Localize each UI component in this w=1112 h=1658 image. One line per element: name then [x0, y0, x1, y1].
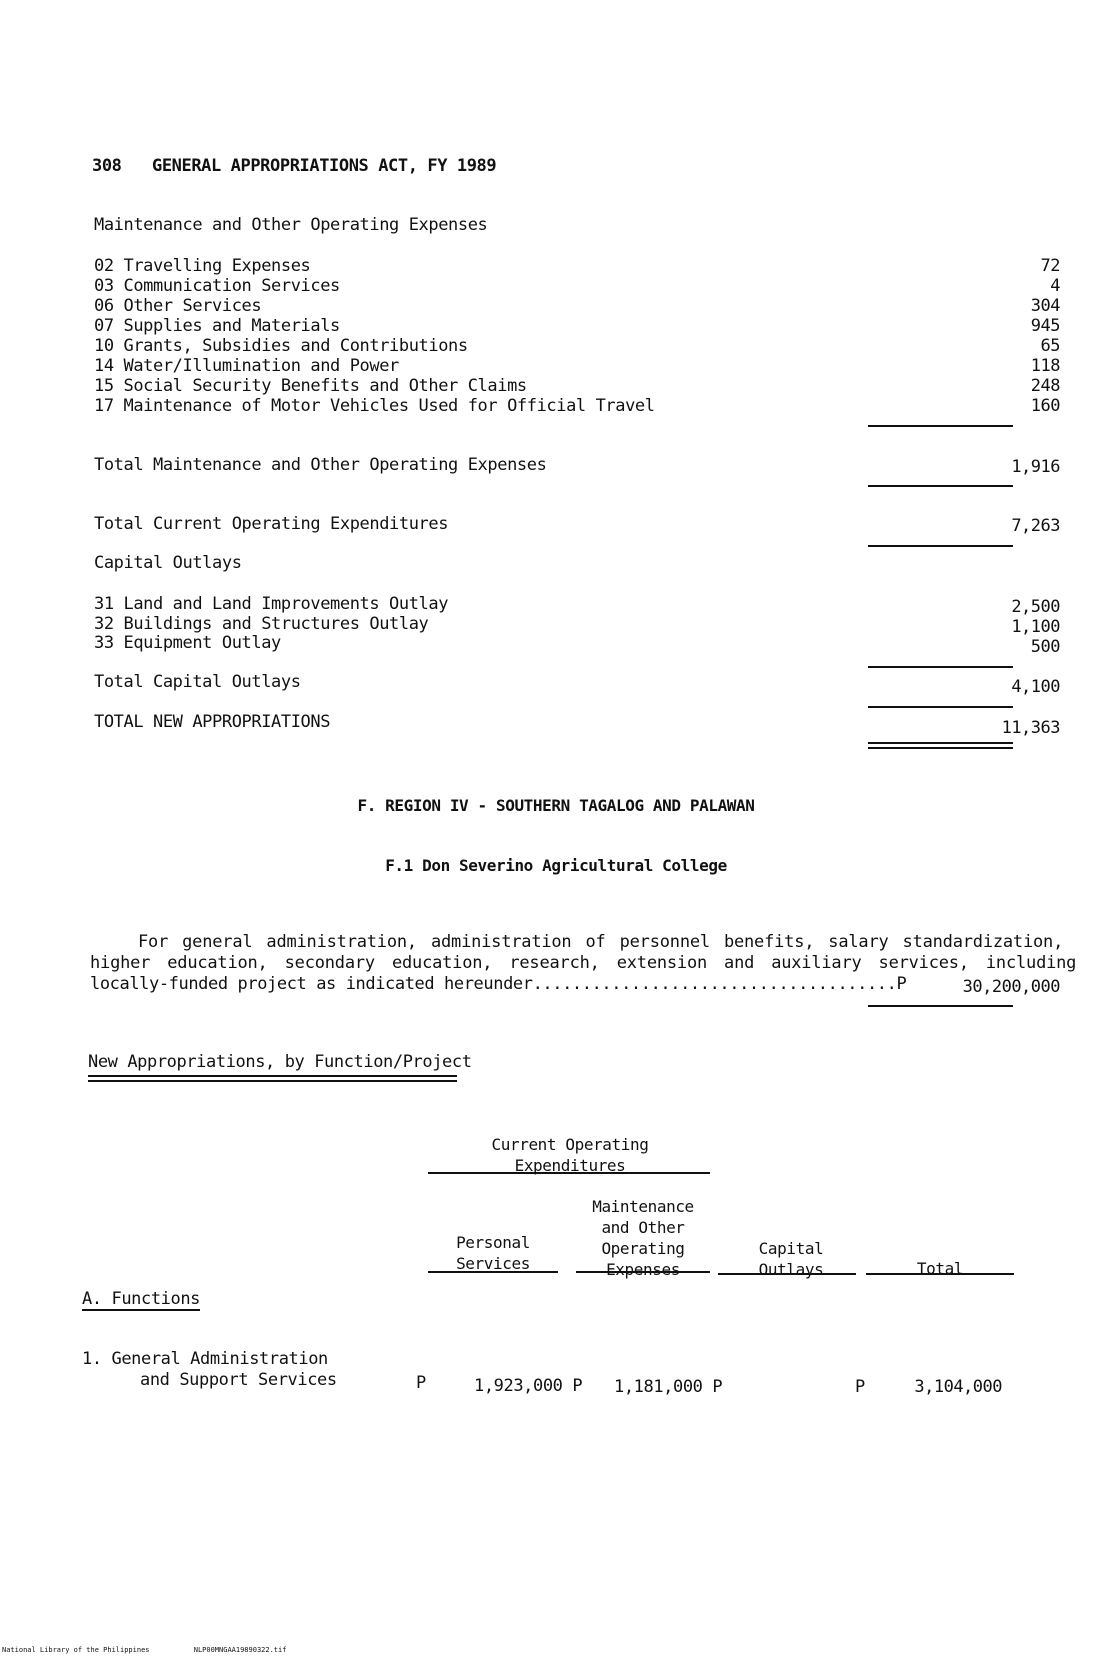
- list-item-value: 65: [1040, 336, 1060, 356]
- col-rule: [428, 1271, 558, 1273]
- list-item: 10 Grants, Subsidies and Contributions: [94, 336, 468, 356]
- col-header-line: Outlays: [758, 1260, 824, 1279]
- subtotal-rule: [868, 706, 1013, 708]
- col-header-line: Operating: [601, 1239, 685, 1258]
- list-item-value: 72: [1040, 256, 1060, 276]
- function-table-heading: New Appropriations, by Function/Project: [88, 1052, 472, 1072]
- current-total-label: Total Current Operating Expenditures: [94, 514, 449, 534]
- list-item-value: 4: [1050, 276, 1060, 296]
- grand-total-value: 11,363: [1001, 718, 1060, 738]
- heading-double-rule: [88, 1075, 457, 1082]
- row-currency: P: [416, 1373, 426, 1393]
- group-header: [430, 1134, 710, 1176]
- list-item-value: 945: [1030, 316, 1060, 336]
- col-total: [866, 1258, 1014, 1279]
- row-label-line2: and Support Services: [140, 1370, 337, 1390]
- list-item: 03 Communication Services: [94, 276, 340, 296]
- list-item-value: 2,500: [1011, 597, 1060, 617]
- list-item: 14 Water/Illumination and Power: [94, 356, 399, 376]
- list-item-value: 118: [1030, 356, 1060, 376]
- col-header-line: Expenses: [606, 1260, 680, 1279]
- capital-heading: Capital Outlays: [94, 553, 242, 573]
- col-header-line: Total: [916, 1259, 964, 1278]
- group-header-line: Current Operating: [491, 1135, 649, 1154]
- list-item-value: 500: [1030, 637, 1060, 657]
- subtotal-rule: [868, 545, 1013, 547]
- grand-total-label: TOTAL NEW APPROPRIATIONS: [94, 712, 331, 732]
- page-title: GENERAL APPROPRIATIONS ACT, FY 1989: [152, 156, 497, 176]
- paragraph-line: locally-funded project as indicated hereunder.....................................P: [90, 974, 907, 994]
- moe-heading: Maintenance and Other Operating Expenses: [94, 215, 488, 235]
- list-item-value: 304: [1030, 296, 1060, 316]
- col-header-line: Services: [456, 1254, 530, 1273]
- list-item-value: 248: [1030, 376, 1060, 396]
- row-co-currency: P: [855, 1377, 865, 1397]
- subtotal-rule: [868, 666, 1013, 668]
- footer: [2, 1646, 286, 1654]
- subtotal-rule: [868, 425, 1013, 427]
- footer-library: National Library of the Philippines: [2, 1646, 150, 1654]
- col-header-line: Capital: [758, 1239, 824, 1258]
- col-rule: [866, 1273, 1014, 1275]
- college-title: F.1 Don Severino Agricultural College: [385, 856, 727, 875]
- page-number: 308: [92, 156, 122, 176]
- col-moe: [576, 1196, 710, 1280]
- list-item: 17 Maintenance of Motor Vehicles Used for Official Travel: [94, 396, 655, 416]
- moe-total-label: Total Maintenance and Other Operating Expenses: [94, 455, 547, 475]
- list-item: 15 Social Security Benefits and Other Claims: [94, 376, 527, 396]
- list-item: 06 Other Services: [94, 296, 262, 316]
- paragraph-line: For general administration, administration of personnel benefits, salary standardization,: [138, 932, 1064, 952]
- group-header-rule: [428, 1172, 710, 1174]
- row-label-line1: 1. General Administration: [82, 1349, 328, 1369]
- subtotal-rule: [868, 485, 1013, 487]
- amount-rule: [868, 1005, 1013, 1007]
- col-rule: [718, 1273, 856, 1275]
- col-header-line: and Other: [601, 1218, 685, 1237]
- col-header-line: Personal: [456, 1233, 530, 1252]
- paragraph-line: higher education, secondary education, research, extension and auxiliary services, including: [90, 953, 1077, 973]
- functions-section-label: A. Functions: [82, 1289, 201, 1309]
- moe-total-value: 1,916: [1011, 457, 1060, 477]
- list-item: 33 Equipment Outlay: [94, 633, 281, 653]
- row-total-value: 3,104,000: [914, 1377, 1002, 1397]
- row-ps-value: 1,923,000 P: [474, 1376, 583, 1396]
- list-item: 07 Supplies and Materials: [94, 316, 340, 336]
- list-item-value: 160: [1030, 396, 1060, 416]
- grand-total-double-rule: [868, 742, 1013, 749]
- col-personal-services: [428, 1232, 558, 1274]
- region-title: F. REGION IV - SOUTHERN TAGALOG AND PALAWAN: [357, 796, 755, 815]
- list-item: 32 Buildings and Structures Outlay: [94, 614, 429, 634]
- list-item: 02 Travelling Expenses: [94, 256, 311, 276]
- paragraph-amount: 30,200,000: [962, 977, 1060, 997]
- list-item-value: 1,100: [1011, 617, 1060, 637]
- group-header-line: Expenditures: [514, 1156, 626, 1175]
- row-moe-value: 1,181,000 P: [614, 1377, 723, 1397]
- capital-total-value: 4,100: [1011, 677, 1060, 697]
- current-total-value: 7,263: [1011, 516, 1060, 536]
- footer-file: NLP00MNGAA19890322.tif: [193, 1646, 287, 1654]
- capital-total-label: Total Capital Outlays: [94, 672, 301, 692]
- list-item: 31 Land and Land Improvements Outlay: [94, 594, 449, 614]
- col-rule: [576, 1271, 710, 1273]
- col-header-line: Maintenance: [592, 1197, 694, 1216]
